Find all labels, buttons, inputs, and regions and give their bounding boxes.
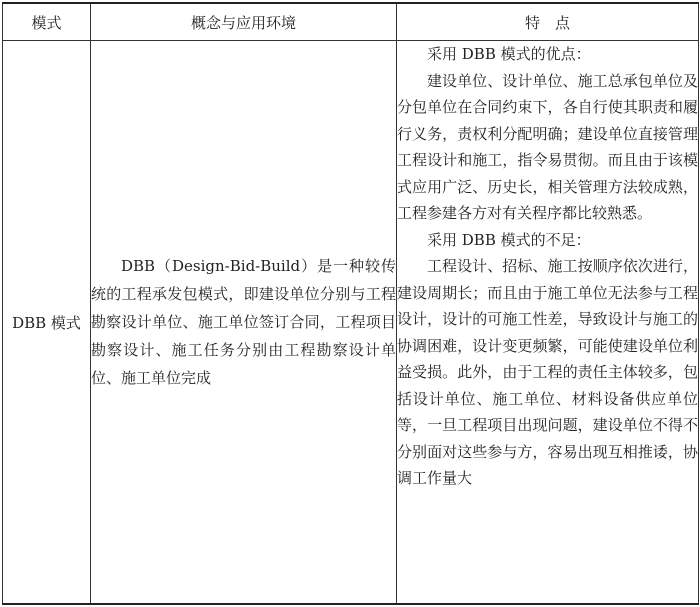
features-cell: [397, 41, 699, 605]
disadvantages-text: 工程设计、招标、施工按顺序依次进行，建设周期长；而且由于施工单位无法参与工程设计，设计的可施工性差，导致设计与施工的协调困难，设计变更频繁，可能使建设单位利益受损。此外，由于工程的责任主体较多，包括设计单位、施工单位、材料设备供应单位等，一旦工程项目出现问题，建设单位不得不分别面对这些参与方，容易出现互相推诿，协调工作量大: [397, 257, 698, 487]
disadvantages-title: 采用 DBB 模式的不足：: [427, 230, 591, 249]
table-row: [3, 41, 699, 605]
header-mode: 模式: [3, 3, 91, 41]
mode-cell: DBB 模式: [3, 41, 91, 605]
dbb-mode-table: [2, 2, 699, 605]
header-concept: 概念与应用环境: [91, 3, 397, 41]
table-header-row: [3, 3, 699, 41]
advantages-title: 采用 DBB 模式的优点：: [427, 45, 591, 63]
concept-text: DBB（Design-Bid-Build）是一种较传统的工程承发包模式，即建设单位分别与工程勘察设计单位、施工单位签订合同，工程项目勘察设计、施工任务分别由工程勘察设计单位、施工单位完成: [91, 257, 396, 387]
advantages-text: 建设单位、设计单位、施工总承包单位及分包单位在合同约束下，各自行使其职责和履行义务，责权利分配明确；建设单位直接管理工程设计和施工，指令易贯彻。而且由于该模式应用广泛、历史长，相关管理方法较成熟，工程参建各方对有关程序都比较熟悉。: [397, 71, 698, 222]
concept-cell: [91, 41, 397, 605]
header-features: 特 点: [397, 3, 699, 41]
